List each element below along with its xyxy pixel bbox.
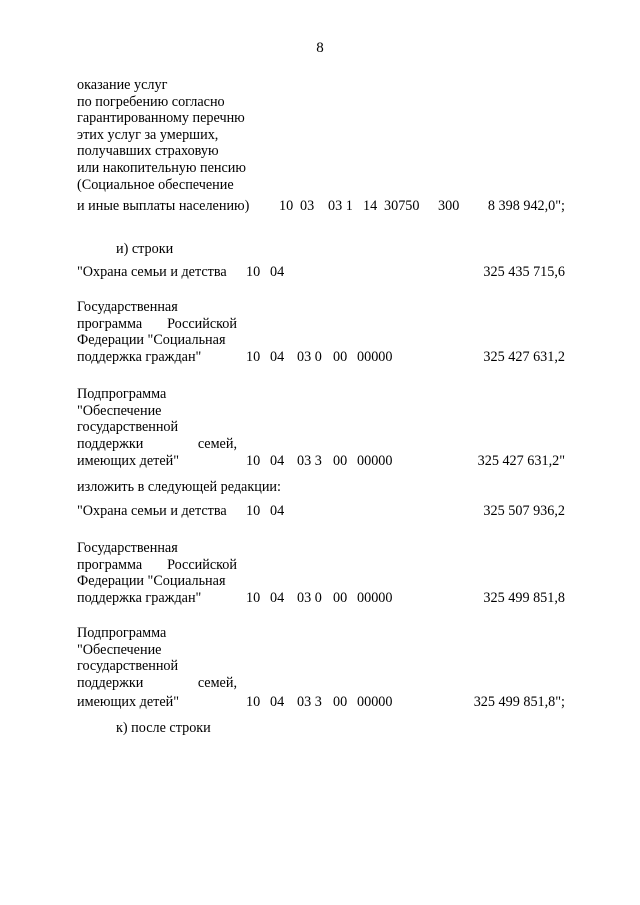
code-pr: 04 (270, 590, 285, 606)
desc-word: семей, (197, 435, 237, 452)
row-label: "Охрана семьи и детства (77, 264, 227, 280)
block1-line: (Социальное обеспечение (77, 176, 234, 193)
amount: 8 398 942,0"; (487, 198, 565, 214)
instruction-i: и) строки (116, 241, 174, 257)
desc-line: Федерации "Социальная (77, 332, 226, 349)
code-rz: 10 (246, 694, 261, 710)
block1-line: или накопительную пенсию (77, 159, 247, 176)
block1-line: этих услуг за умерших, (77, 126, 219, 143)
amount: 325 507 936,2 (483, 503, 565, 519)
row-description (77, 625, 237, 691)
code-csr-program: 03 3 (297, 694, 322, 710)
desc-line: Государственная (77, 540, 178, 556)
desc-line: "Обеспечение (77, 641, 162, 658)
row-last-line: имеющих детей" (77, 694, 180, 710)
code-rz: 10 (246, 349, 261, 365)
code-csr-program: 03 0 (297, 349, 322, 365)
desc-word: Российской (167, 556, 237, 573)
desc-line: Федерации "Социальная (77, 573, 226, 590)
code-pr: 04 (270, 264, 285, 280)
page-number: 8 (316, 40, 324, 56)
code-rz: 10 (246, 453, 261, 469)
block1-line: получавших страховую (77, 143, 219, 160)
block1-description (77, 77, 246, 193)
code-pr: 04 (270, 503, 285, 519)
desc-line: государственной (77, 419, 179, 436)
amount: 325 427 631,2" (477, 453, 565, 469)
amount: 325 427 631,2 (483, 349, 565, 365)
desc-line: Государственная (77, 299, 178, 315)
instruction-new-wording: изложить в следующей редакции: (77, 479, 281, 495)
code-csr-direction: 30750 (384, 198, 420, 214)
code-csr-main: 00 (333, 453, 348, 469)
desc-line: Подпрограмма (77, 625, 167, 641)
desc-line (77, 675, 237, 692)
code-rz: 10 (246, 264, 261, 280)
row-description (77, 299, 237, 349)
code-pr: 04 (270, 349, 285, 365)
code-rz: 10 (279, 198, 294, 214)
desc-line (77, 316, 237, 333)
code-csr-main: 14 (363, 198, 378, 214)
code-csr-main: 00 (333, 349, 348, 365)
desc-line (77, 436, 237, 453)
amount: 325 435 715,6 (483, 264, 565, 280)
code-csr-direction: 00000 (357, 590, 393, 606)
code-csr-main: 00 (333, 694, 348, 710)
desc-word: поддержки (77, 435, 144, 452)
desc-line (77, 557, 237, 574)
code-pr: 04 (270, 453, 285, 469)
amount: 325 499 851,8"; (473, 694, 565, 710)
block1-line: гарантированному перечню (77, 110, 245, 127)
code-csr-direction: 00000 (357, 349, 393, 365)
code-csr-program: 03 0 (297, 590, 322, 606)
desc-word: Российской (167, 315, 237, 332)
code-csr-program: 03 3 (297, 453, 322, 469)
desc-word: поддержки (77, 674, 144, 691)
row-last-line: поддержка граждан" (77, 590, 202, 606)
desc-word: программа (77, 315, 143, 332)
row-last-line: поддержка граждан" (77, 349, 202, 365)
row-label: "Охрана семьи и детства (77, 503, 227, 519)
instruction-k: к) после строки (116, 720, 211, 736)
row-description (77, 386, 237, 452)
row-description (77, 540, 237, 590)
code-csr-main: 00 (333, 590, 348, 606)
row-last-line: имеющих детей" (77, 453, 180, 469)
code-rz: 10 (246, 590, 261, 606)
code-csr-direction: 00000 (357, 694, 393, 710)
code-csr-direction: 00000 (357, 453, 393, 469)
block1-line: оказание услуг (77, 77, 168, 93)
desc-word: семей, (197, 674, 237, 691)
code-vr: 300 (438, 198, 460, 214)
amount: 325 499 851,8 (483, 590, 565, 606)
code-pr: 04 (270, 694, 285, 710)
block1-last-line: и иные выплаты населению) (77, 198, 250, 214)
code-rz: 10 (246, 503, 261, 519)
block1-line: по погребению согласно (77, 93, 225, 110)
code-pr: 03 (300, 198, 315, 214)
desc-line: Подпрограмма (77, 386, 167, 402)
desc-word: программа (77, 556, 143, 573)
code-csr-program: 03 1 (328, 198, 353, 214)
desc-line: государственной (77, 658, 179, 675)
desc-line: "Обеспечение (77, 402, 162, 419)
